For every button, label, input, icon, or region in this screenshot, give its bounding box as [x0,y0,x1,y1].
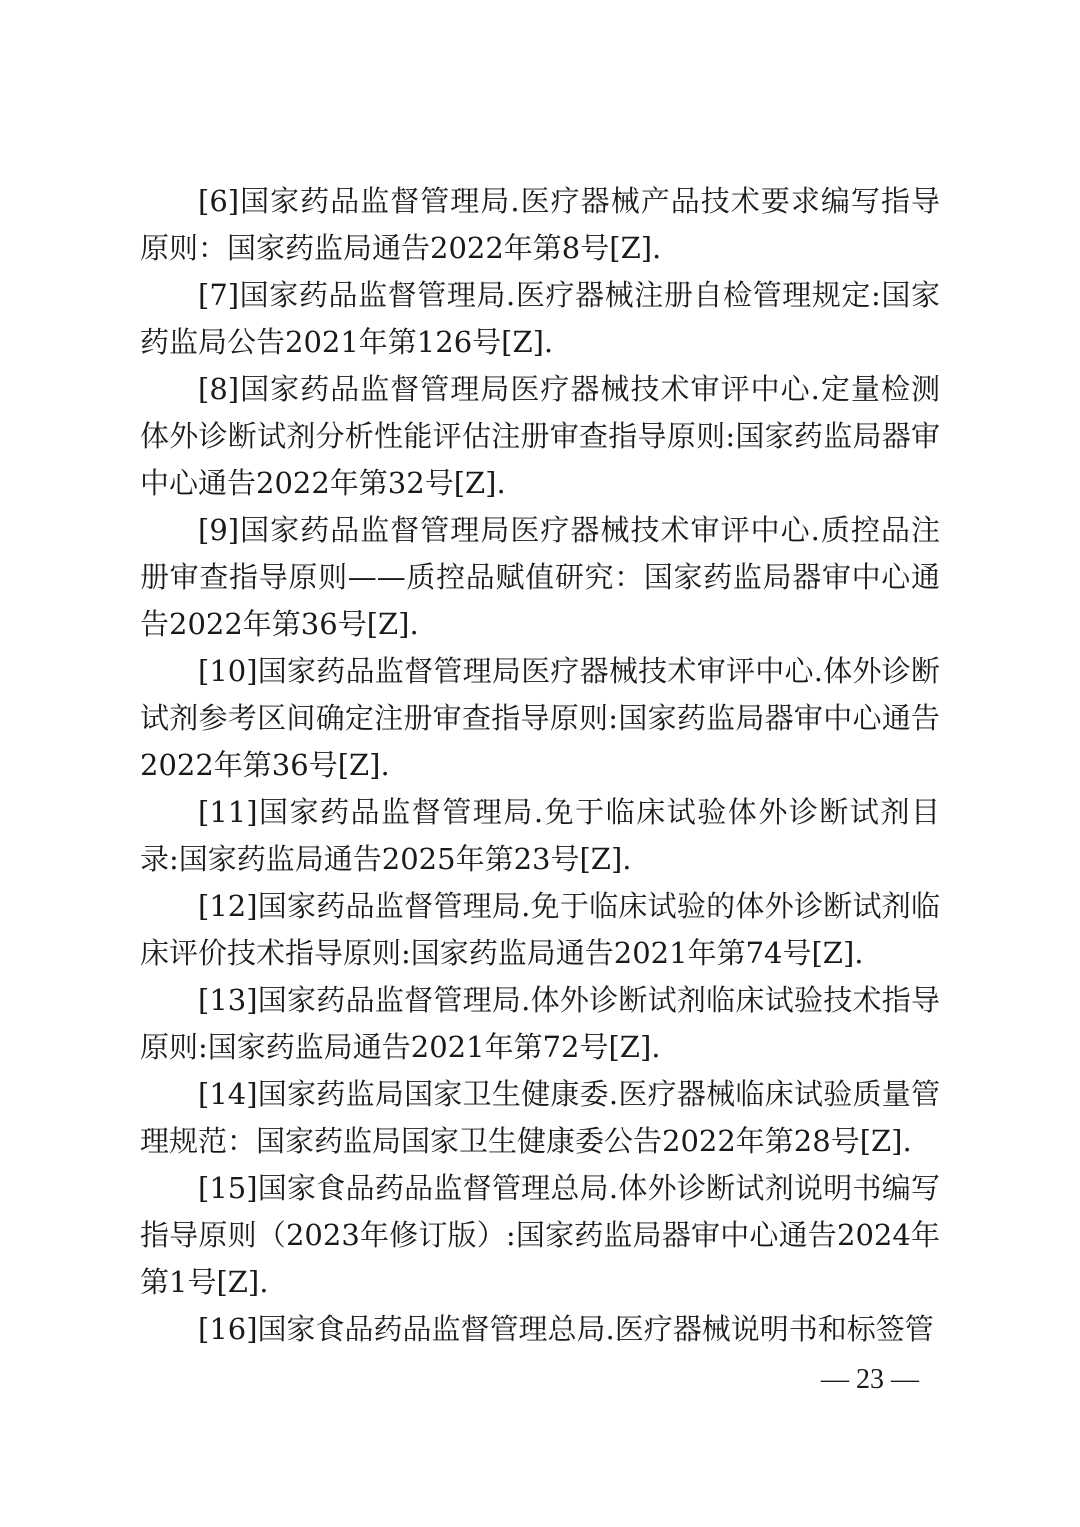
reference-entry-10: [10]国家药品监督管理局医疗器械技术审评中心.体外诊断试剂参考区间确定注册审查指导原则:国家药监局器审中心通告2022年第36号[Z]. [140,654,940,782]
reference-entry-16: [16]国家食品药品监督管理总局.医疗器械说明书和标签管 [198,1312,934,1346]
reference-entry-11: [11]国家药品监督管理局.免于临床试验体外诊断试剂目录:国家药监局通告2025年第23号[Z]. [140,795,940,876]
reference-entry-14: [14]国家药监局国家卫生健康委.医疗器械临床试验质量管理规范：国家药监局国家卫生健康委公告2022年第28号[Z]. [140,1077,940,1158]
page-number: — 23 — [821,1364,919,1395]
reference-entry-7: [7]国家药品监督管理局.医疗器械注册自检管理规定:国家药监局公告2021年第126号[Z]. [140,278,940,359]
reference-entry-13: [13]国家药品监督管理局.体外诊断试剂临床试验技术指导原则:国家药监局通告2021年第72号[Z]. [140,983,940,1064]
reference-entry-15: [15]国家食品药品监督管理总局.体外诊断试剂说明书编写指导原则（2023年修订版）:国家药监局器审中心通告2024年第1号[Z]. [140,1171,940,1299]
reference-entry-12: [12]国家药品监督管理局.免于临床试验的体外诊断试剂临床评价技术指导原则:国家药监局通告2021年第74号[Z]. [140,889,940,970]
reference-entry-8: [8]国家药品监督管理局医疗器械技术审评中心.定量检测体外诊断试剂分析性能评估注册审查指导原则:国家药监局器审中心通告2022年第32号[Z]. [140,372,940,500]
reference-entry-6: [6]国家药品监督管理局.医疗器械产品技术要求编写指导原则：国家药监局通告2022年第8号[Z]. [140,184,940,265]
reference-entry-9: [9]国家药品监督管理局医疗器械技术审评中心.质控品注册审查指导原则——质控品赋值研究：国家药监局器审中心通告2022年第36号[Z]. [140,513,940,641]
reference-list [140,178,940,1353]
